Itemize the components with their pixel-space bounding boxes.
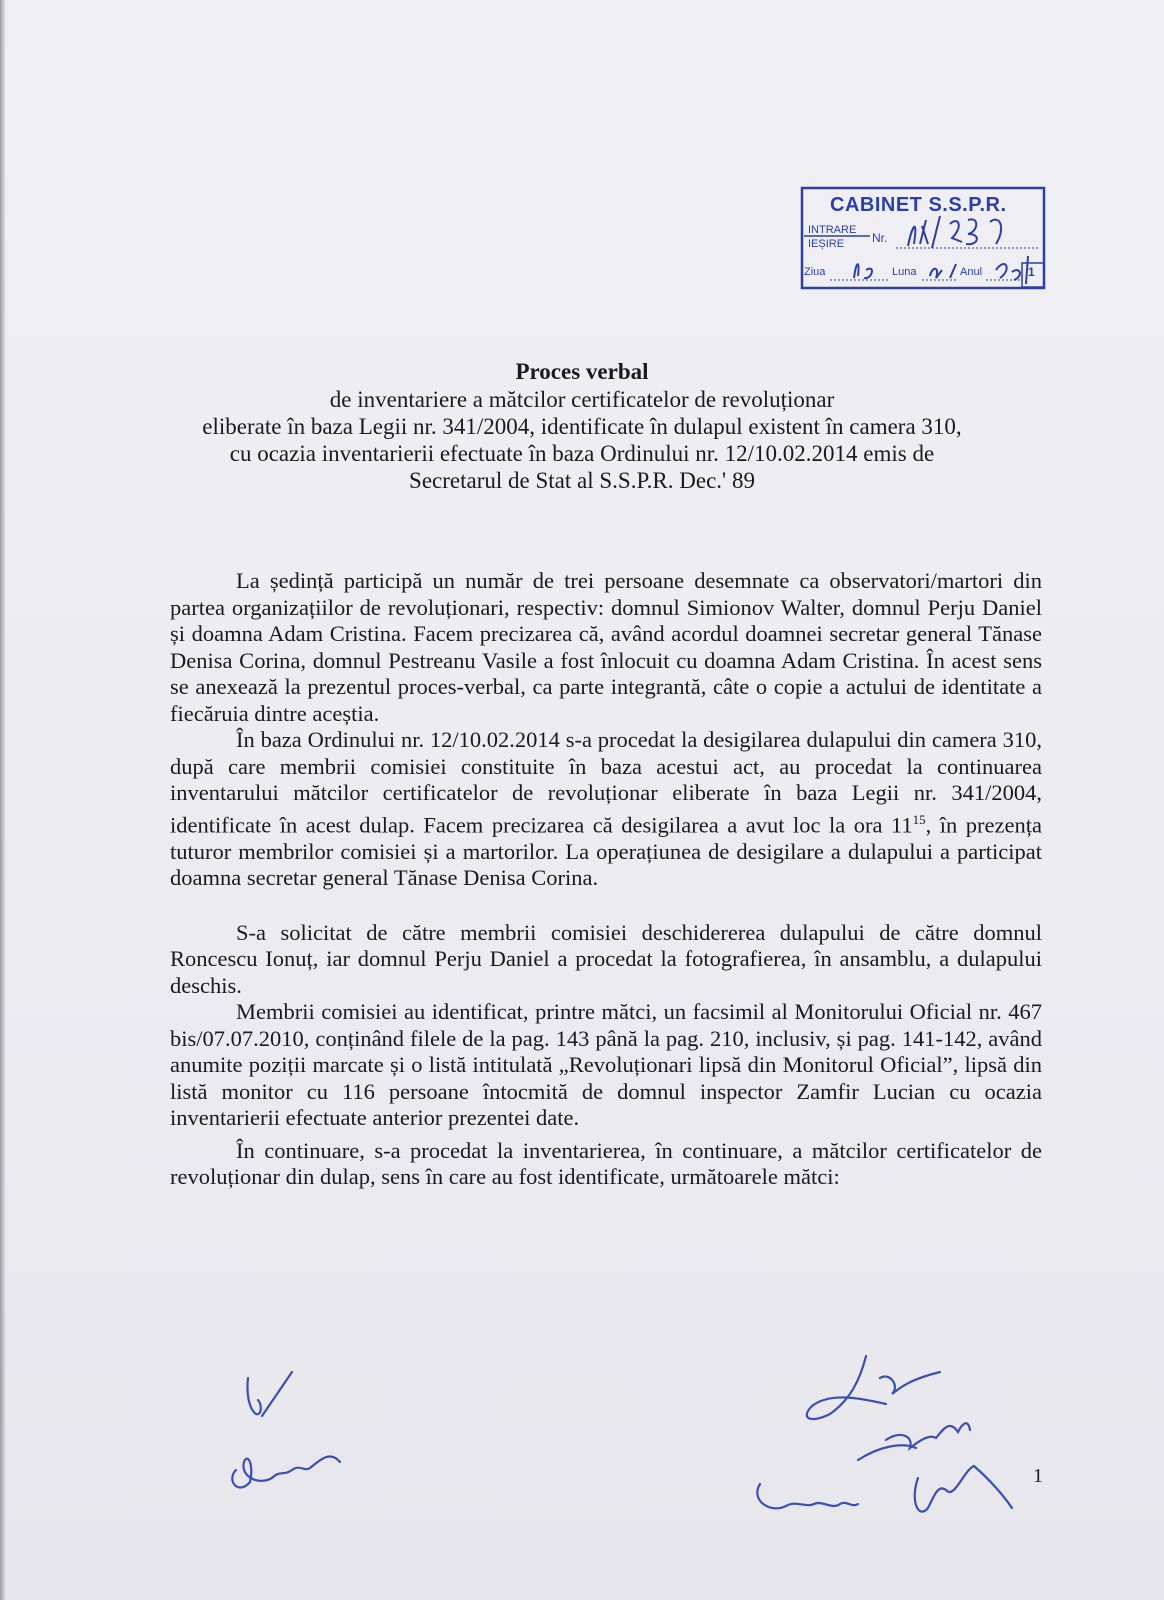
paragraph-2-text: În baza Ordinului nr. 12/10.02.2014 s-a procedat la desigilarea dulapului din camera 310, după care membrii comisiei constituite în baza acestui act, au procedat la continuarea inventarului mătcilor certificatelor de revoluționar eliberate în baza Legii nr. 341/2004, identificate în acest dulap. Facem precizarea că desigilarea a avut loc la ora 11 — [170, 727, 1042, 837]
signature-left-2 — [232, 1456, 340, 1487]
time-superscript: 15 — [912, 811, 926, 827]
paragraph-5: În continuare, s-a procedat la inventarierea, în continuare, a mătcilor certificatelor de revoluționar din dulap, sens în care au fost identificate, următoarele mătci: — [170, 1137, 1042, 1189]
signature-right-2 — [858, 1423, 970, 1460]
subtitle-line-1: de inventariere a mătcilor certificatelor de revoluționar — [329, 387, 835, 412]
stamp-luna-label: Luna — [892, 266, 917, 278]
subtitle-line-2: eliberate în baza Legii nr. 341/2004, identificate în dulapul existent în camera 310, — [202, 414, 962, 439]
signature-left-1 — [247, 1372, 292, 1416]
stamp-nr-label: Nr. — [872, 231, 888, 245]
page-number: 1 — [1033, 1465, 1043, 1487]
subtitle-line-4: Secretarul de Stat al S.S.P.R. Dec.' 89 — [409, 468, 755, 493]
subtitle-line-3: cu ocazia inventarierii efectuate în baza Ordinului nr. 12/10.02.2014 emis de — [229, 441, 935, 466]
stamp-anul-label: Anul — [960, 266, 983, 278]
document-title: Proces verbal — [515, 359, 649, 384]
signature-right-4 — [915, 1466, 1012, 1512]
paragraph-4: Membrii comisiei au identificat, printre mătci, un facsimil al Monitorului Oficial nr. 467 bis/07.07.2010, conținând filele de la pag. 143 până la pag. 210, inclusiv, și pag. 141-142, având anumite poziții marcate și o listă intitulată „Revoluționari lipsă din Monitorul Oficial”, lipsă din listă monitor cu 116 persoane întocmită de domnul inspector Zamfir Lucian cu ocazia inventarierii efectuate anterior prezentei date. — [170, 999, 1042, 1130]
paragraph-1: La ședință participă un număr de trei persoane desemnate ca observatori/martori din partea organizațiilor de revoluționari, respectiv: domnul Simionov Walter, domnul Perju Daniel și doamna Adam Cristina. Facem precizarea că, având acordul doamnei secretar general Tănase Denisa Corina, domnul Pestreanu Vasile a fost înlocuit cu doamna Adam Cristina. În acest sens se anexează la prezentul proces-verbal, ca parte integrantă, câte o copie a actului de identitate a fiecăruia dintre aceștia. — [170, 568, 1042, 726]
stamp-title: CABINET S.S.P.R. — [830, 194, 1007, 216]
paragraph-3: S-a solicitat de către membrii comisiei deschidererea dulapului de către domnul Roncescu Ionuț, iar domnul Perju Daniel a procedat la fotografierea, în ansamblu, a dulapului deschis. — [170, 919, 1042, 998]
signature-right-1 — [807, 1356, 940, 1419]
stamp-iesire: IEȘIRE — [808, 238, 845, 250]
stamp-ziua-label: Ziua — [804, 266, 826, 278]
paragraph-2-tail: , în prezența tuturor membrilor comisiei și a martorilor. La operațiunea de desigilare a dulapului a participat doamna secretar general Tănase Denisa Corina. — [170, 812, 1042, 890]
stamp-intrare: INTRARE — [808, 224, 857, 236]
signature-right-3 — [757, 1484, 858, 1508]
stamp-box: 1 — [1028, 265, 1035, 279]
